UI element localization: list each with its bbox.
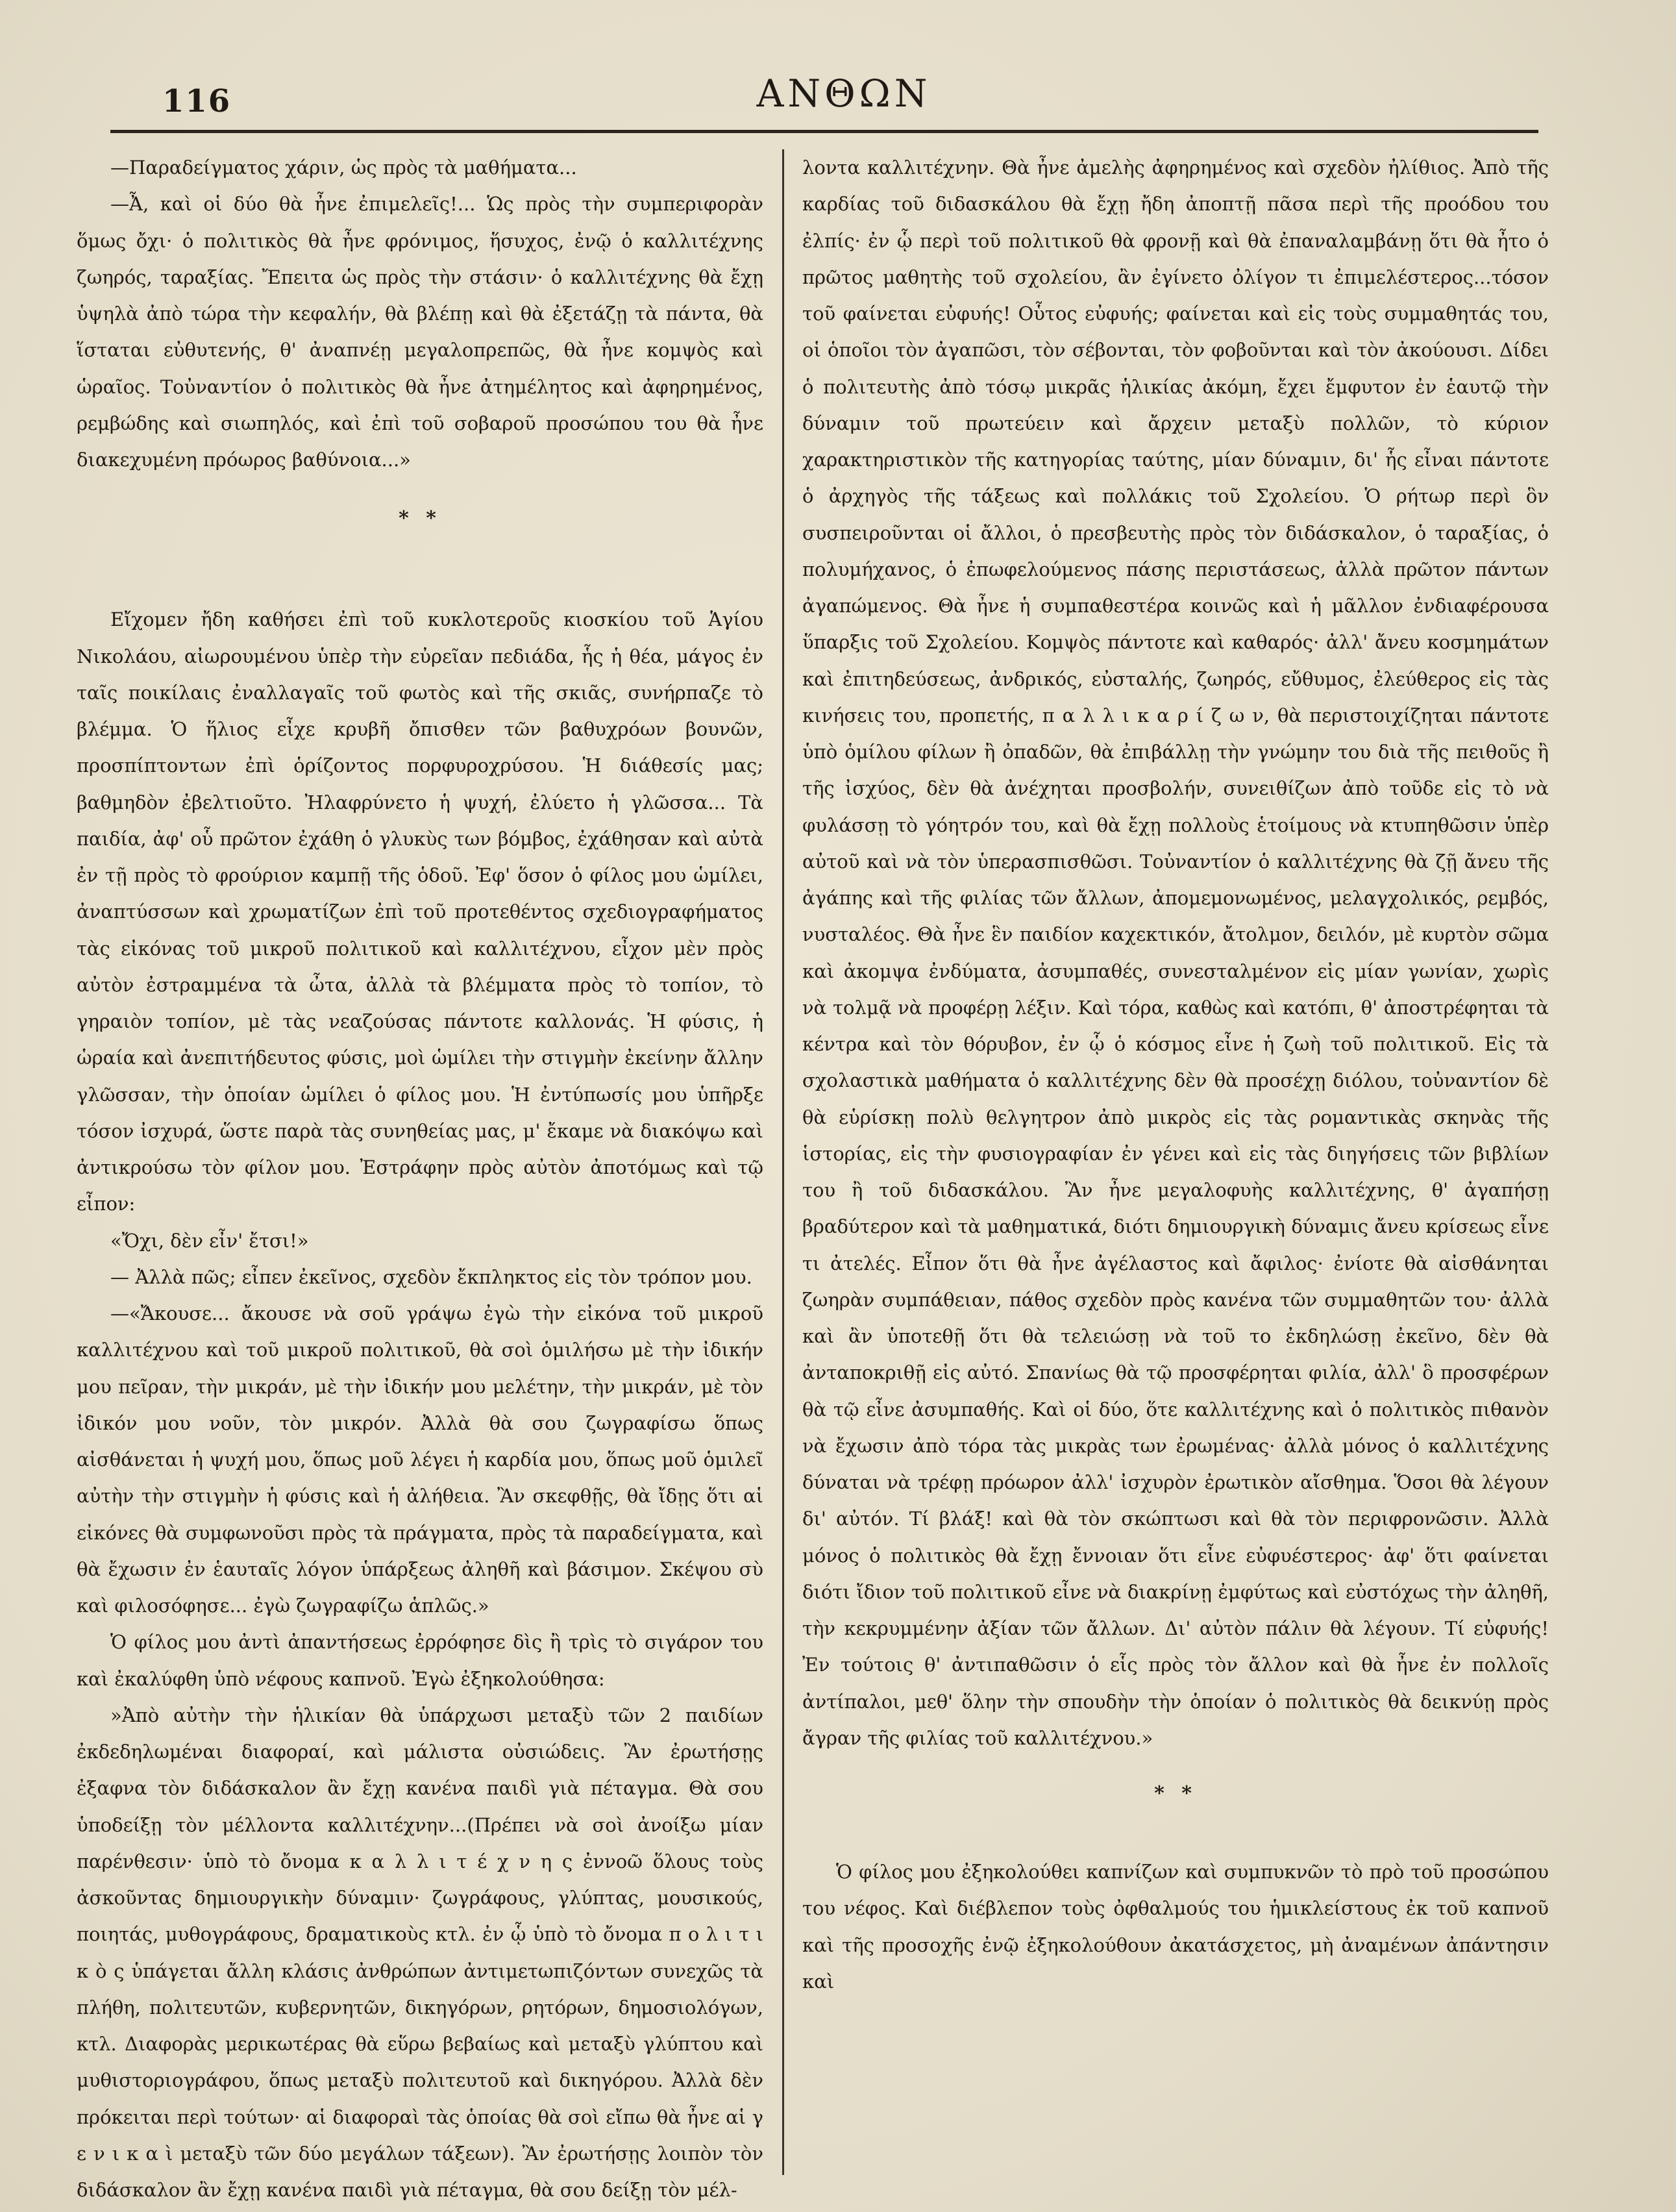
running-head: ΑΝΘΩΝ xyxy=(756,71,931,116)
paragraph: Ὁ φίλος μου ἀντὶ ἀπαντήσεως ἐρρόφησε δὶς ἢ τρὶς τὸ σιγάρον του καὶ ἐκαλύφθη ὑπὸ νέφους καπνοῦ. Ἐγὼ ἐξηκολούθησα: xyxy=(77,1631,763,1690)
paragraph: Ὁ φίλος μου ἐξηκολούθει καπνίζων καὶ συμπυκνῶν τὸ πρὸ τοῦ προσώπου του νέφος. Καὶ διέβλεπον τοὺς ὀφθαλμούς του ἡμικλείστους ἐκ τοῦ καπνοῦ καὶ τῆς προσοχῆς ἐνῷ ἐξηκολούθουν ἀκατάσχετος, μὴ ἀναμένων ἀπάντησιν καὶ xyxy=(802,1861,1549,1993)
section-break-stars: * * xyxy=(399,507,441,530)
column-divider xyxy=(782,149,784,2175)
paragraph: »Ἀπὸ αὐτὴν τὴν ἡλικίαν θὰ ὑπάρχωσι μεταξὺ τῶν 2 παιδίων ἐκδεδηλωμέναι διαφοραί, καὶ μάλιστα οὐσιώδεις. Ἂν ἐρωτήσῃς ἐξαφνα τὸν διδάσκαλον ἂν ἔχῃ κανένα παιδὶ γιὰ πέταγμα. Θὰ σου ὑποδείξῃ τὸν μέλλοντα καλλιτέχνην...(Πρέπει νὰ σοὶ ἀνοίξω μίαν παρένθεσιν· ὑπὸ τὸ ὄνομα κ α λ λ ι τ έ χ ν η ς ἐννοῶ ὅλους τοὺς ἀσκοῦντας δημιουργικὴν δύναμιν· ζωγράφους, γλύπτας, μουσικούς, ποιητάς, μυθογράφους, δραματικοὺς κτλ. ἐν ᾧ ὑπὸ τὸ ὄνομα π ο λ ι τ ι κ ὸ ς ὑπάγεται ἄλλη κλάσις ἀνθρώπων ἀντιμετωπιζόντων συνεχῶς τὰ πλήθη, πολιτευτῶν, κυβερνητῶν, δικηγόρων, ρητόρων, δημοσιολόγων, κτλ. Διαφορὰς μερικωτέρας θὰ εὕρω βεβαίως καὶ μεταξὺ γλύπτου καὶ μυθιστοριογράφου, ὅπως μεταξὺ πολιτευτοῦ καὶ δικηγόρου. Ἀλλὰ δὲν πρόκειται περὶ τούτων· αἱ διαφοραὶ τὰς ὁποίας θὰ σοὶ εἴπω θὰ ἦνε αἱ γ ε ν ι κ α ὶ μεταξὺ τῶν δύο μεγάλων τάξεων). Ἂν ἐρωτήσῃς λοιπὸν τὸν διδάσκαλον ἂν ἔχῃ κανένα παιδὶ γιὰ πέταγμα, θὰ σου δείξῃ τὸν μέλ- xyxy=(77,1704,763,2201)
paragraph: «Ὄχι, δὲν εἶν' ἔτσι!» xyxy=(110,1229,309,1252)
right-column xyxy=(802,149,1549,2181)
paragraph: Εἴχομεν ἤδη καθήσει ἐπὶ τοῦ κυκλοτεροῦς κιοσκίου τοῦ Ἁγίου Νικολάου, αἰωρουμένου ὑπὲρ τὴν εὐρεῖαν πεδιάδα, ἧς ἡ θέα, μάγος ἐν ταῖς ποικίλαις ἐναλλαγαῖς τοῦ φωτὸς καὶ τῆς σκιᾶς, συνήρπαζε τὸ βλέμμα. Ὁ ἥλιος εἶχε κρυβῆ ὄπισθεν τῶν βαθυχρόων βουνῶν, προσπίπτοντων ἐπὶ ὁρίζοντος πορφυροχρύσου. Ἡ διάθεσίς μας; βαθμηδὸν ἐβελτιοῦτο. Ἠλαφρύνετο ἡ ψυχή, ἐλύετο ἡ γλῶσσα... Τὰ παιδία, ἀφ' οὗ πρῶτον ἐχάθη ὁ γλυκὺς των βόμβος, ἐχάθησαν καὶ αὐτὰ ἐν τῇ πρὸς τὸ φρούριον καμπῇ τῆς ὁδοῦ. Ἐφ' ὅσον ὁ φίλος μου ὡμίλει, ἀναπτύσσων καὶ χρωματίζων ἐπὶ τοῦ προτεθέντος σχεδιογραφήματος τὰς εἰκόνας τοῦ μικροῦ πολιτικοῦ καὶ καλλιτέχνου, εἶχον μὲν πρὸς αὐτὸν ἐστραμμένα τὰ ὦτα, ἀλλὰ τὰ βλέμματα πρὸς τὸ τοπίον, τὸ γηραιὸν τοπίον, μὲ τὰς νεαζούσας πάντοτε καλλονάς. Ἡ φύσις, ἡ ὡραία καὶ ἀνεπιτήδευτος φύσις, μοὶ ὡμίλει τὴν στιγμὴν ἐκείνην ἄλλην γλῶσσαν, τὴν ὁποίαν ὡμίλει ὁ φίλος μου. Ἡ ἐντύπωσίς μου ὑπῆρξε τόσον ἰσχυρά, ὥστε παρὰ τὰς συνηθείας μας, μ' ἔκαμε νὰ διακόψω καὶ ἀντικρούσω τὸν φίλον μου. Ἐστράφην πρὸς αὐτὸν ἀποτόμως καὶ τῷ εἶπον: xyxy=(77,608,763,1215)
left-column xyxy=(77,149,763,2201)
paragraph: λοντα καλλιτέχνην. Θὰ ἦνε ἀμελὴς ἀφηρημένος καὶ σχεδὸν ἠλίθιος. Ἀπὸ τῆς καρδίας τοῦ διδασκάλου θὰ ἔχῃ ἤδη ἀποπτῇ πᾶσα περὶ τῆς προόδου του ἐλπίς· ἐν ᾧ περὶ τοῦ πολιτικοῦ θὰ φρονῇ καὶ θὰ ἐπαναλαμβάνῃ ὅτι θὰ ἦτο ὁ πρῶτος μαθητὴς τοῦ σχολείου, ἂν ἐγίνετο ὀλίγον τι ἐπιμελέστερος...τόσον τοῦ φαίνεται εὐφυής! Οὗτος εὐφυής; φαίνεται καὶ εἰς τοὺς συμμαθητάς του, οἱ ὁποῖοι τὸν ἀγαπῶσι, τὸν σέβονται, τὸν φοβοῦνται καὶ τὸν ἀκούουσι. Δίδει ὁ πολιτευτὴς ἀπὸ τόσῳ μικρᾶς ἡλικίας ἀκόμη, ἔχει ἔμφυτον ἐν ἑαυτῷ τὴν δύναμιν τοῦ πρωτεύειν καὶ ἄρχειν μεταξὺ πολλῶν, τὸ κύριον χαρακτηριστικὸν τῆς κατηγορίας ταύτης, μίαν δύναμιν, δι' ἧς εἶναι πάντοτε ὁ ἀρχηγὸς τῆς τάξεως καὶ πολλάκις τοῦ Σχολείου. Ὁ ρήτωρ περὶ ὃν συσπειροῦνται οἱ ἄλλοι, ὁ πρεσβευτὴς πρὸς τὸν διδάσκαλον, ὁ ταραξίας, ὁ πολυμήχανος, ὁ ἐπωφελούμενος πάσης περιστάσεως, ἀλλὰ πρῶτον πάντων ἀγαπώμενος. Θὰ ἦνε ἡ συμπαθεστέρα κοινῶς καὶ ἡ μᾶλλον ἐνδιαφέρουσα ὕπαρξις τοῦ Σχολείου. Κομψὸς πάντοτε καὶ καθαρός· ἀλλ' ἄνευ κοσμημάτων καὶ ἐπιτηδεύσεως, ἀνδρικός, εὐσταλής, ζωηρός, εὔθυμος, ἐλεύθερος εἰς τὰς κινήσεις του, προπετής, π α λ λ ι κ α ρ ί ζ ω ν, θὰ περιστοιχίζηται πάντοτε ὑπὸ ὁμίλου φίλων ἢ ὀπαδῶν, θὰ ἐπιβάλλῃ τὴν γνώμην του διὰ τῆς πειθοῦς ἢ τῆς ἰσχύος, δὲν θὰ ἀνέχηται προσβολήν, συνειθίζων ἀπὸ τοῦδε εἰς τὸ νὰ φυλάσσῃ τὸ γόητρόν του, καὶ θὰ ἔχῃ πολλοὺς ἑτοίμους νὰ κτυπηθῶσιν ὑπὲρ αὐτοῦ καὶ νὰ τὸν ὑπερασπισθῶσι. Τοὐναντίον ὁ καλλιτέχνης θὰ ζῇ ἄνευ τῆς ἀγάπης καὶ τῆς φιλίας τῶν ἄλλων, ἀπομεμονωμένος, μελαγχολικός, ρεμβός, νυσταλέος. Θὰ ἦνε ἓν παιδίον καχεκτικόν, ἄτολμον, δειλόν, μὲ κυρτὸν σῶμα καὶ ἀκομψα ἐνδύματα, ἀσυμπαθές, συνεσταλμένον εἰς μίαν γωνίαν, χωρὶς νὰ τολμᾷ νὰ προφέρῃ λέξιν. Καὶ τόρα, καθὼς καὶ κατόπι, θ' ἀποστρέφηται τὰ κέντρα καὶ τὸν θόρυβον, ἐν ᾧ ὁ κόσμος εἶνε ἡ ζωὴ τοῦ πολιτικοῦ. Εἰς τὰ σχολαστικὰ μαθήματα ὁ καλλιτέχνης δὲν θὰ προσέχῃ διόλου, τοὐναντίον δὲ θὰ εὑρίσκῃ πολὺ θελγητρον ἀπὸ μικρὸς εἰς τὰς ρομαντικὰς σκηνὰς τῆς ἱστορίας, εἰς τὴν φυσιογραφίαν ἐν γένει καὶ εἰς τὰς διηγήσεις τῶν βιβλίων του ἢ τοῦ διδασκάλου. Ἂν ἦνε μεγαλοφυὴς καλλιτέχνης, θ' ἀγαπήσῃ βραδύτερον καὶ τὰ μαθηματικά, διότι δημιουργικὴ δύναμις ἄνευ κρίσεως εἶνε τι ἀτελές. Εἶπον ὅτι θὰ ἦνε ἀγέλαστος καὶ ἄφιλος· ἐνίοτε θὰ αἰσθάνηται ζωηρὰν συμπάθειαν, πάθος σχεδὸν πρὸς κανένα τῶν συμμαθητῶν του· ἀλλὰ καὶ ἂν ὑποτεθῇ ὅτι θὰ τελειώσῃ νὰ τοῦ το ἐκδηλώσῃ ἐκεῖνο, δὲν θὰ ἀνταποκριθῇ εἰς αὐτό. Σπανίως θὰ τῷ προσφέρηται φιλία, ἀλλ' ὃ προσφέρων θὰ τῷ εἶνε ἀσυμπαθής. Καὶ οἱ δύο, ὅτε καλλιτέχνης καὶ ὁ πολιτικὸς πιθανὸν νὰ ἔχωσιν ἀπὸ τόρα τὰς μικρὰς των ἐρωμένας· ἀλλὰ μόνος ὁ καλλιτέχνης δύναται νὰ τρέφῃ πρόωρον ἀλλ' ἰσχυρὸν ἐρωτικὸν αἴσθημα. Ὅσοι θὰ λέγουν δι' αὐτόν. Τί βλάξ! καὶ θὰ τὸν σκώπτωσι καὶ θὰ τὸν περιφρονῶσιν. Ἀλλὰ μόνος ὁ πολιτικὸς θὰ ἔχῃ ἔννοιαν ὅτι εἶνε εὐφυέστερος· ἀφ' ὅτι φαίνεται διότι ἴδιον τοῦ πολιτικοῦ εἶνε νὰ διακρίνῃ ἐμφύτως καὶ εὐστόχως τὴν ἀληθῆ, τὴν κεκρυμμένην ἀξίαν τῶν ἄλλων. Δι' αὐτὸν πάλιν θὰ λέγουν. Τί εὐφυής! Ἐν τούτοις θ' ἀντιπαθῶσιν ὁ εἷς πρὸς τὸν ἄλλον καὶ θὰ ἦνε ἐν πολλοῖς ἀντίπαλοι, μεθ' ὅλην τὴν σπουδὴν τὴν ὁποίαν ὁ πολιτικὸς θὰ δεικνύῃ πρὸς ἄγραν τῆς φιλίας τοῦ καλλιτέχνου.» xyxy=(802,156,1549,1749)
paragraph: —«Ἄκουσε... ἄκουσε νὰ σοῦ γράψω ἐγὼ τὴν εἰκόνα τοῦ μικροῦ καλλιτέχνου καὶ τοῦ μικροῦ πολιτικοῦ, θὰ σοὶ ὁμιλήσω μὲ τὴν ἰδικήν μου πεῖραν, τὴν μικράν, μὲ τὴν ἰδικήν μου μελέτην, τὴν μικράν, μὲ τὸν ἰδικόν μου νοῦν, τὸν μικρόν. Ἀλλὰ θὰ σου ζωγραφίσω ὅπως αἰσθάνεται ἡ ψυχή μου, ὅπως μοῦ λέγει ἡ καρδία μου, ὅπως μοῦ ὁμιλεῖ αὐτὴν τὴν στιγμὴν ἡ φύσις καὶ ἡ ἀλήθεια. Ἂν σκεφθῇς, θὰ ἴδῃς ὅτι αἱ εἰκόνες θὰ συμφωνοῦσι πρὸς τὰ πράγματα, πρὸς τὰ παραδείγματα, καὶ θὰ ἔχωσιν ἐν ἑαυταῖς λόγον ὑπάρξεως ἀληθῆ καὶ βάσιμον. Σκέψου σὺ καὶ φιλοσόφησε... ἐγὼ ζωγραφίζω ἁπλῶς.» xyxy=(77,1302,763,1617)
header-rule xyxy=(110,130,1538,133)
paragraph: —Ἆ, καὶ οἱ δύο θὰ ἦνε ἐπιμελεῖς!... Ὡς πρὸς τὴν συμπεριφορὰν ὅμως ὄχι· ὁ πολιτικὸς θὰ ἦνε φρόνιμος, ἥσυχος, ἐνῷ ὁ καλλιτέχνης ζωηρός, ταραξίας. Ἔπειτα ὡς πρὸς τὴν στάσιν· ὁ καλλιτέχνης θὰ ἔχῃ ὑψηλὰ ἀπὸ τώρα τὴν κεφαλήν, θὰ βλέπῃ καὶ θὰ ἐξετάζῃ τὰ πάντα, θὰ ἵσταται εὐθυτενής, θ' ἀναπνέῃ μεγαλοπρεπῶς, θὰ ἦνε κομψὸς καὶ ὡραῖος. Τοὐναντίον ὁ πολιτικὸς θὰ ἦνε ἀτημέλητος καὶ ἀφηρημένος, ρεμβώδης καὶ σιωπηλός, καὶ ἐπὶ τοῦ σοβαροῦ προσώπου του θὰ ἦνε διακεχυμένη πρόωρος βαθύνοια...» xyxy=(77,193,763,471)
page-number: 116 xyxy=(162,83,232,119)
section-break-stars: * * xyxy=(1154,1782,1197,1805)
page-header xyxy=(162,71,1525,130)
paragraph: —Παραδείγματος χάριν, ὡς πρὸς τὰ μαθήματα... xyxy=(110,156,577,179)
paragraph: — Ἀλλὰ πῶς; εἶπεν ἐκεῖνος, σχεδὸν ἔκπληκτος εἰς τὸν τρόπον μου. xyxy=(110,1265,752,1288)
